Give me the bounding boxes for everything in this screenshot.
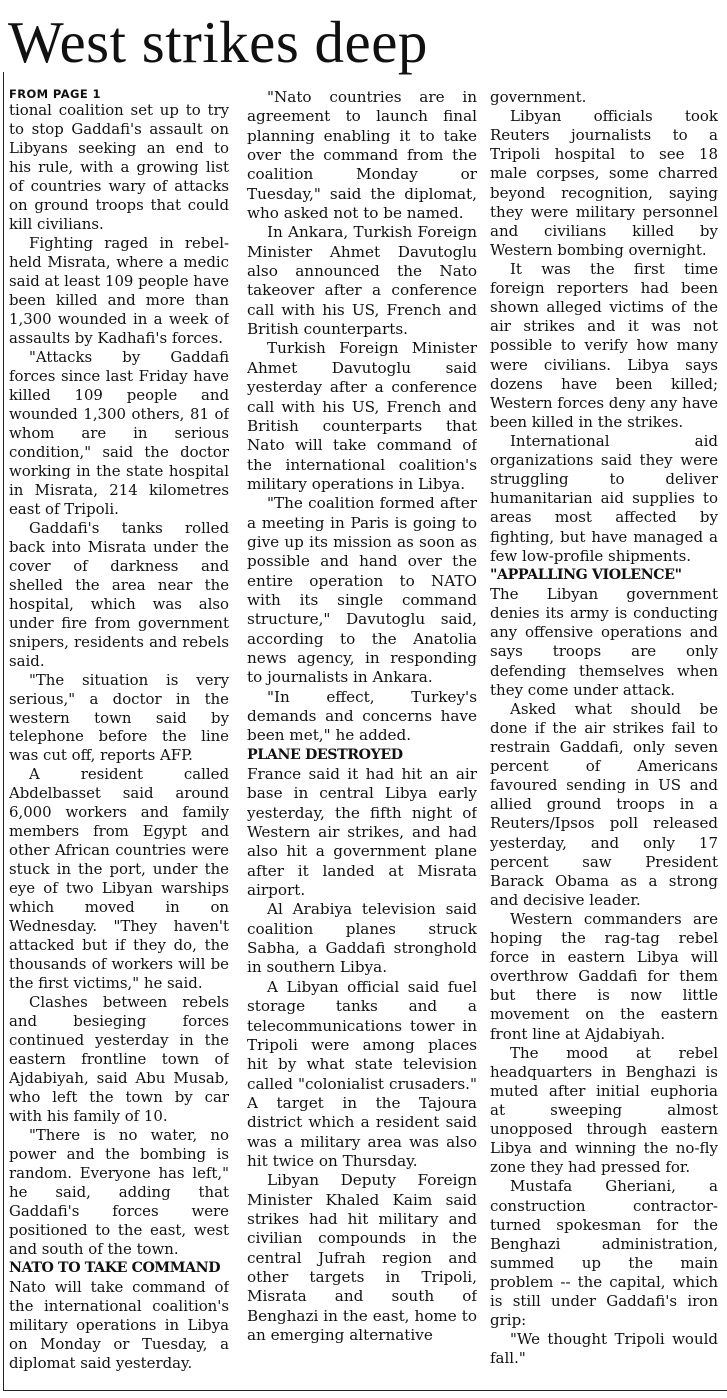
paragraph: It was the first time foreign reporters had been shown alleged victims of the air strikes and it was not possible to verify how many were civilians. Libya says dozens have been killed; Western forces deny any have been killed in the strikes. (490, 259, 718, 431)
left-column-rule (3, 72, 4, 1390)
paragraph: Fighting raged in rebel-held Misrata, where a medic said at least 109 people have been killed and more than 1,300 wounded in a week of assaults by Kadhafi's forces. (9, 233, 229, 347)
subhead-plane-destroyed: PLANE DESTROYED (247, 746, 403, 763)
subhead-appalling-violence: "APPALLING VIOLENCE" (490, 566, 682, 583)
paragraph: "We thought Tripoli would fall." (490, 1330, 718, 1368)
paragraph: Libyan Deputy Foreign Minister Khaled Kaim said strikes had hit military and civilian compounds in the central Jufrah region and other targets in Tripoli, Misrata and south of Benghazi in the east, home to an emerging alternative (247, 1171, 477, 1344)
paragraph: France said it had hit an air base in central Libya early yesterday, the fifth night of Western air strikes, and had also hit a government plane after it landed at Misrata airport. (247, 765, 477, 900)
paragraph: Al Arabiya television said coalition planes struck Sabha, a Gaddafi stronghold in southern Libya. (247, 900, 477, 977)
paragraph: A Libyan official said fuel storage tanks and a telecommunications tower in Tripoli were among places hit by what state television called "colonialist crusaders." A target in the Tajoura district which a resident said was a military area was also hit twice on Thursday. (247, 977, 477, 1170)
headline: West strikes deep (8, 9, 428, 75)
paragraph: government. (490, 88, 587, 106)
paragraph: Clashes between rebels and besieging forces continued yesterday in the eastern frontline town of Ajdabiyah, said Abu Musab, who left the town by car with his family of 10. (9, 993, 229, 1126)
column-3 (490, 88, 718, 1384)
paragraph: The Libyan government denies its army is conducting any offensive operations and says troops are only defending themselves when they come under attack. (490, 585, 718, 699)
paragraph: The mood at rebel headquarters in Benghazi is muted after initial euphoria at sweeping almost unopposed through eastern Libya and winning the no-fly zone they had pressed for. (490, 1043, 718, 1177)
subhead-nato-to-take-command: NATO TO TAKE COMMAND (9, 1260, 221, 1277)
article-body (9, 88, 721, 1384)
paragraph: "Nato countries are in agreement to launch final planning enabling it to take over the command from the coalition Monday or Tuesday," said the diplomat, who asked not to be named. (247, 88, 477, 223)
paragraph: Asked what should be done if the air strikes fail to restrain Gaddafi, only seven percent of Americans favoured sending in US and allied ground troops in a Reuters/Ipsos poll released yesterday, and only 17 percent saw President Barack Obama as a strong and decisive leader. (490, 699, 718, 909)
paragraph: In Ankara, Turkish Foreign Minister Ahmet Davutoglu also announced the Nato takeover after a conference call with his US, French and British counterparts. (247, 223, 477, 339)
paragraph: Libyan officials took Reuters journalists to a Tripoli hospital to see 18 male corpses, some charred beyond recognition, saying they were military personnel and civilians killed by Western bombing overnight. (490, 107, 718, 259)
paragraph: Turkish Foreign Minister Ahmet Davutoglu said yesterday after a conference call with his US, French and British counterparts that Nato will take command of the international coalition's military operations in Libya. (247, 339, 477, 493)
bottom-rule (3, 1390, 727, 1391)
column-1 (9, 88, 229, 1384)
paragraph: Nato will take command of the international coalition's military operations in Libya on Monday or Tuesday, a diplomat said yesterday. (9, 1278, 229, 1373)
paragraph: "There is no water, no power and the bombing is random. Everyone has left," he said, adding that Gaddafi's forces were positioned to the east, west and south of the town. (9, 1126, 229, 1259)
paragraph: Western commanders are hoping the rag-tag rebel force in eastern Libya will overthrow Gaddafi for them but there is now little movement on the eastern front line at Ajdabiyah. (490, 909, 718, 1043)
paragraph: tional coalition set up to try to stop Gaddafi's assault on Libyans seeking an end to his rule, with a growing list of countries wary of attacks on ground troops that could kill civilians. (9, 101, 229, 233)
column-2 (247, 88, 477, 1384)
paragraph: "In effect, Turkey's demands and concerns have been met," he added. (247, 687, 477, 745)
paragraph: "Attacks by Gaddafi forces since last Friday have killed 109 people and wounded 1,300 others, 81 of whom are in serious condition," said the doctor working in the state hospital in Misrata, 214 kilometres east of Tripoli. (9, 347, 229, 518)
kicker-from-page-1: FROM PAGE 1 (9, 88, 101, 101)
paragraph: Mustafa Gheriani, a construction contractor-turned spokesman for the Benghazi administration, summed up the main problem -- the capital, which is still under Gaddafi's iron grip: (490, 1177, 718, 1330)
paragraph: Gaddafi's tanks rolled back into Misrata under the cover of darkness and shelled the area near the hospital, which was also under fire from government snipers, residents and rebels said. (9, 518, 229, 670)
paragraph: International aid organizations said they were struggling to deliver humanitarian aid supplies to areas most affected by fighting, but have managed a few low-profile shipments. (490, 431, 718, 565)
paragraph: A resident called Abdelbasset said around 6,000 workers and family members from Egypt and other African countries were stuck in the port, under the eye of two Libyan warships which moved in on Wednesday. "They haven't attacked but if they do, the thousands of workers will be the first victims," he said. (9, 765, 229, 993)
paragraph: "The situation is very serious," a doctor in the western town said by telephone before the line was cut off, reports AFP. (9, 670, 229, 765)
paragraph: "The coalition formed after a meeting in Paris is going to give up its mission as soon as possible and hand over the entire operation to NATO with its single command structure," Davutoglu said, according to the Anatolia news agency, in responding to journalists in Ankara. (247, 494, 477, 687)
